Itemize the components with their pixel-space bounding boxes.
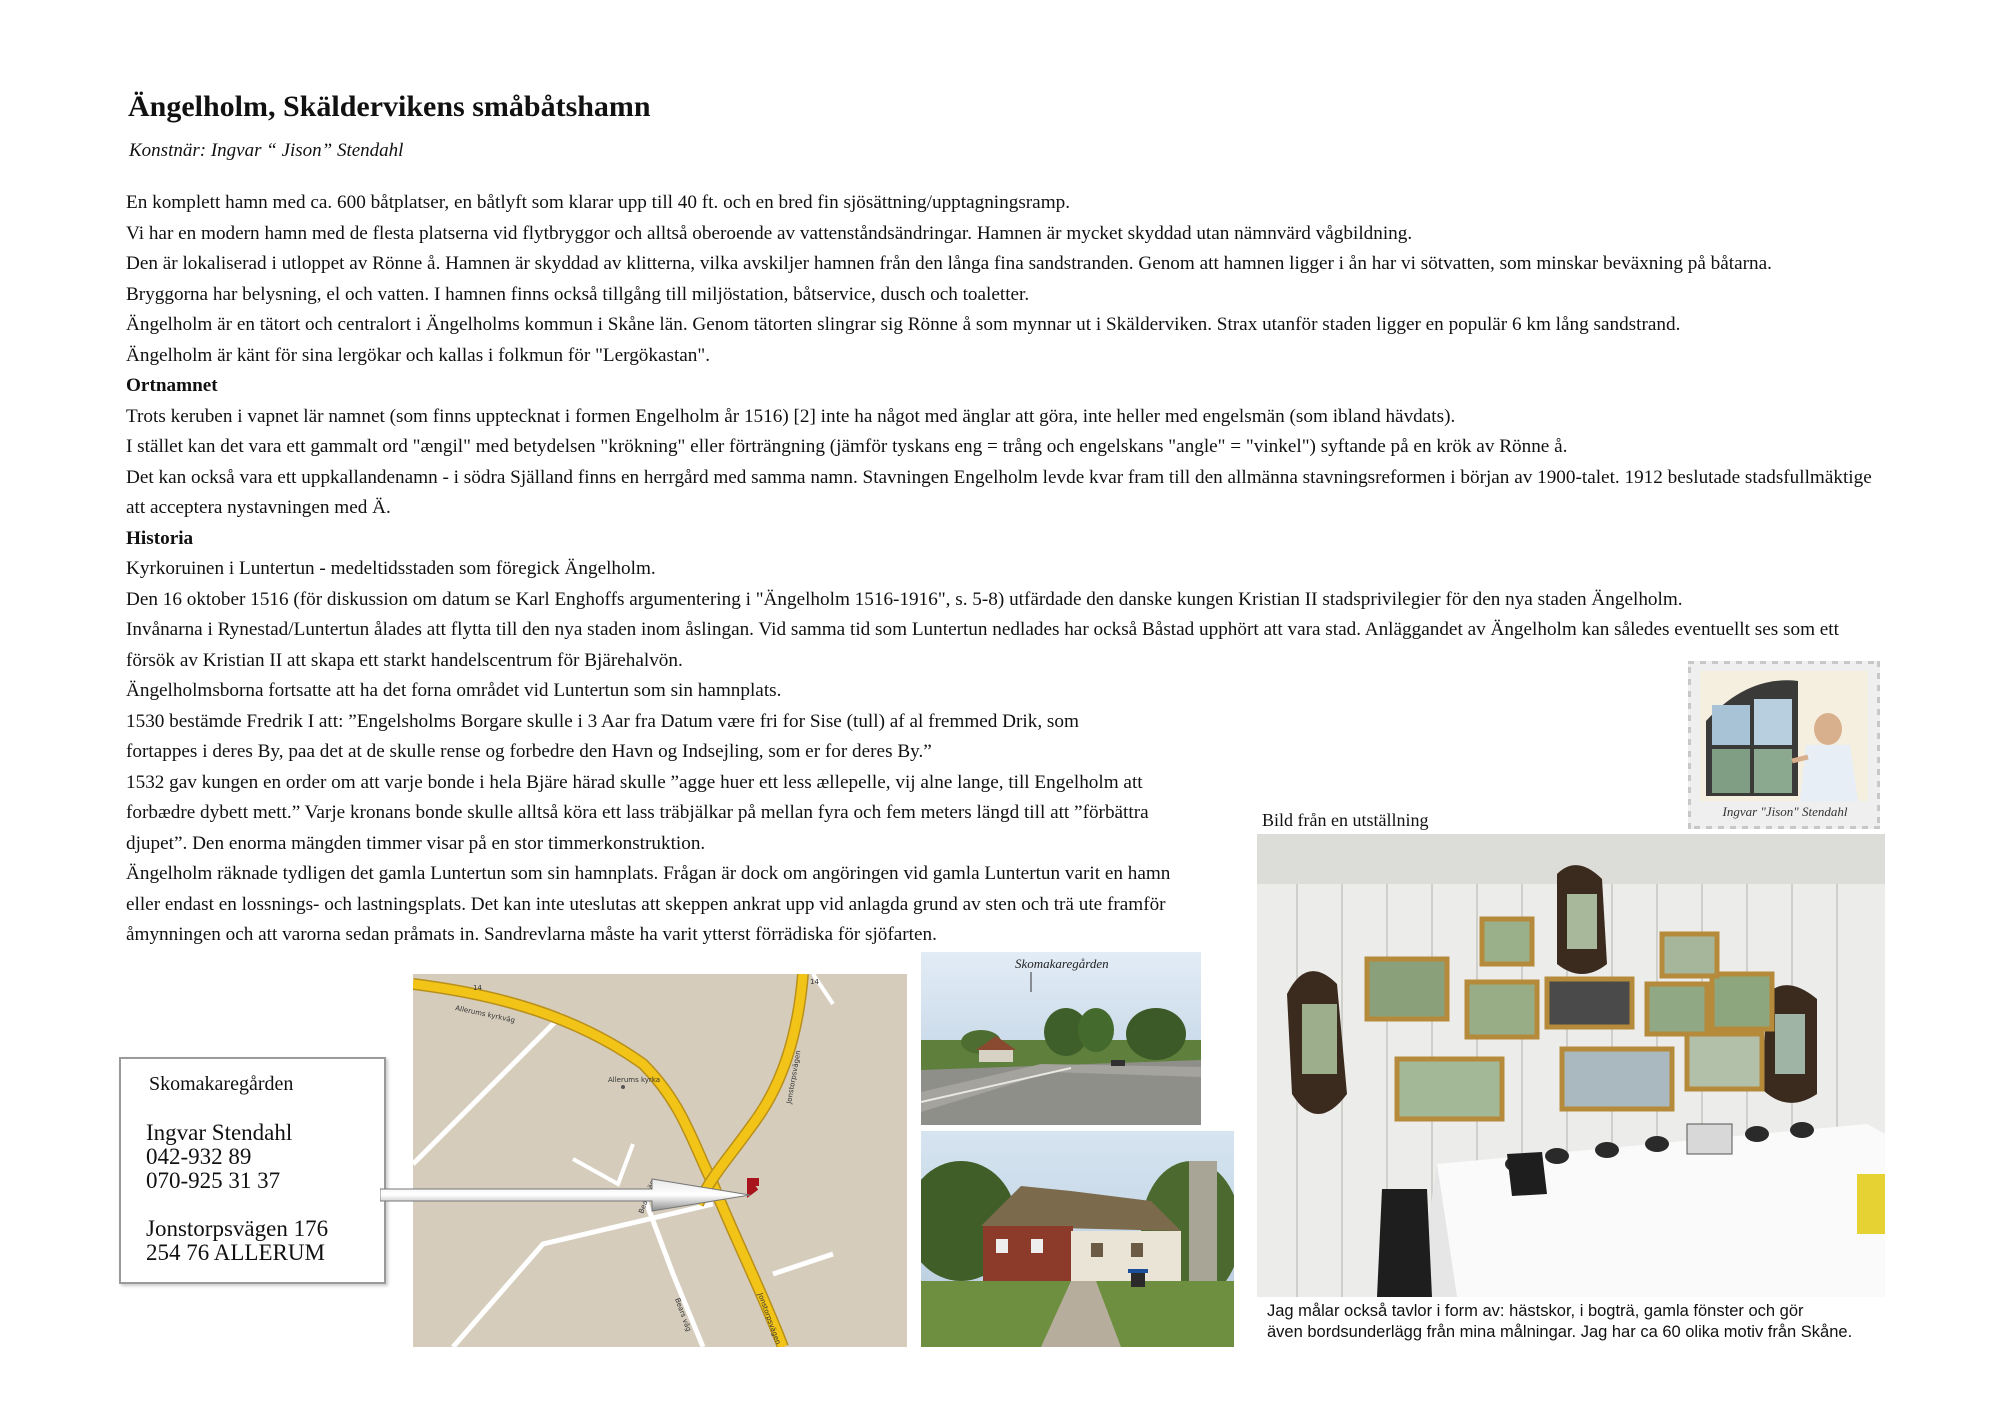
- paragraph: Kyrkoruinen i Luntertun - medeltidsstaden som föregick Ängelholm.: [126, 558, 656, 579]
- paragraph: Den är lokaliserad i utloppet av Rönne å. Hamnen är skyddad av klitterna, vilka avskiljer hamnen från den långa fina sandstranden. Genom att hamnen ligger i ån har vi sötvatten, som minskar beväxning på båtarna.: [126, 253, 1772, 274]
- photo-label: Skomakaregården: [1015, 956, 1109, 971]
- paragraph: 1532 gav kungen en order om att varje bonde i hela Bjäre härad skulle ”agge huer ett less ællepelle, vij alne lange, till Engelholm att forbædre dybett mett.” Varje kronans bonde skulle alltså köra ett lass träbjälkar på mellan fyra och fem meters längd till att ”förbättra djupet”. Den enorma mängden timmer visar på en stor timmerkonstruktion.: [126, 771, 1149, 854]
- map-label-road-number2: 14: [810, 978, 819, 986]
- contact-postal: 254 76 ALLERUM: [146, 1240, 325, 1265]
- house-photo: [921, 1131, 1234, 1347]
- paragraph: Vi har en modern hamn med de flesta platserna vid flytbryggor och alltså oberoende av vattenståndsändringar. Hamnen är mycket skyddad utan nämnvärd vågbildning.: [126, 222, 1413, 244]
- exhibition-title: Bild från en utställning: [1262, 810, 1429, 830]
- street-photo: [921, 952, 1201, 1125]
- contact-street: Jonstorpsvägen 176: [146, 1216, 329, 1241]
- contact-box: [119, 1057, 386, 1284]
- contact-phone: 042-932 89: [146, 1144, 252, 1169]
- artist-credit: Konstnär: Ingvar “ Jison” Stendahl: [129, 140, 404, 161]
- contact-mobile: 070-925 31 37: [146, 1168, 281, 1193]
- exhibition-caption: [1267, 1301, 1887, 1343]
- paragraph: Ängelholm räknade tydligen det gamla Luntertun som sin hamnplats. Frågan är dock om angöringen vid gamla Luntertun varit en hamn eller endast en lossnings- och lastningsplats. Det kan inte uteslutas att skeppen ankrat upp vid anlagda grund av sten och trä ute framför åmynningen och att varorna sedan pråmats in. Sandrevlarna måste ha varit ytterst förrädiska för sjöfarten.: [126, 863, 1171, 945]
- exhibition-photo: [1257, 834, 1885, 1297]
- paragraph: 1530 bestämde Fredrik I att: ”Engelsholms Borgare skulle i 3 Aar fra Datum være fri for Sise (tull) af al fremmed Drik, som fortappes i deres By, paa det at de skulle rense og forbedre den Havn og Indsejling, som er for deres By.”: [126, 710, 1079, 762]
- section-heading-historia: Historia: [126, 527, 194, 549]
- map-label-jonstorp2: Jonstorpsvägen: [756, 1291, 783, 1346]
- paragraph: Bryggorna har belysning, el och vatten. I hamnen finns också tillgång till miljöstation, båtservice, dusch och toaletter.: [126, 283, 1030, 305]
- map-label-allerum: Allerums kyrkväg: [454, 1004, 516, 1025]
- paragraph: Trots keruben i vapnet lär namnet (som finns upptecknat i formen Engelholm år 1516) [2] inte ha något med änglar att göra, inte heller med engelsmän (som ibland hävdats).: [126, 405, 1456, 427]
- paragraph: Det kan också vara ett uppkallandenamn - i södra Själland finns en herrgård med samma namn. Stavningen Engelholm levde kvar fram till den allmänna stavningsreformen i början av 1900-talet. 1912 beslutade stadsfullmäktige att acceptera nystavningen med Ä.: [126, 466, 1872, 518]
- section-heading-ortnamnet: Ortnamnet: [126, 375, 218, 396]
- paragraph: Den 16 oktober 1516 (för diskussion om datum se Karl Enghoffs argumentering i "Ängelholm 1516-1916", s. 5-8) utfärdade den danske kungen Kristian II stadsprivilegier för den nya staden Ängelholm.: [126, 588, 1683, 610]
- map-label-road-number: 14: [473, 984, 482, 992]
- paragraph: Invånarna i Rynestad/Luntertun ålades att flytta till den nya staden inom åslingan. Vid samma tid som Luntertun nedlades har också Båstad upphört att vara stad. Anläggandet av Ängelholm kan således eventuellt ses som ett försök av Kristian II att skapa ett starkt handelscentrum för Bjärehalvön.: [126, 619, 1839, 671]
- pointer-arrow-icon: [380, 1175, 750, 1215]
- stamp-signature: Ingvar "Jison" Stendahl: [1722, 804, 1848, 819]
- caption-line: Jag målar också tavlor i form av: hästskor, i bogträ, gamla fönster och gör: [1267, 1302, 1804, 1320]
- paragraph: I stället kan det vara ett gammalt ord "ængil" med betydelsen "krökning" eller förträngning (jämför tyskans eng = trång och engelskans "angle" = "vinkel") syftande på en krök av Rönne å.: [126, 436, 1568, 457]
- map-label-church: Allerums kyrka: [608, 1076, 661, 1084]
- caption-line: även bordsunderlägg från mina målningar. Jag har ca 60 olika motiv från Skåne.: [1267, 1323, 1853, 1341]
- paragraph: Ängelholm är känt för sina lergökar och kallas i folkmun för "Lergökastan".: [126, 344, 711, 366]
- contact-name: Ingvar Stendahl: [146, 1120, 293, 1145]
- map-label-bears2: Bears väg: [673, 1296, 693, 1333]
- paragraph: Ängelholm är en tätort och centralort i Ängelholms kommun i Skåne län. Genom tätorten slingrar sig Rönne å som mynnar ut i Skälderviken. Strax utanför staden ligger en populär 6 km lång sandstrand.: [126, 314, 1681, 335]
- contact-box-title: Skomakaregården: [149, 1073, 294, 1095]
- map-drawing: [413, 974, 907, 1347]
- paragraph: En komplett hamn med ca. 600 båtplatser, en båtlyft som klarar upp till 40 ft. och en bred fin sjösättning/upptagningsramp.: [126, 192, 1071, 213]
- page-title: Ängelholm, Skäldervikens småbåtshamn: [128, 90, 651, 123]
- location-map: [413, 974, 907, 1347]
- map-label-jonstorp: Jonstorpsvägen: [785, 1049, 803, 1105]
- paragraph: Ängelholmsborna fortsatte att ha det forna området vid Luntertun som sin hamnplats.: [126, 680, 782, 701]
